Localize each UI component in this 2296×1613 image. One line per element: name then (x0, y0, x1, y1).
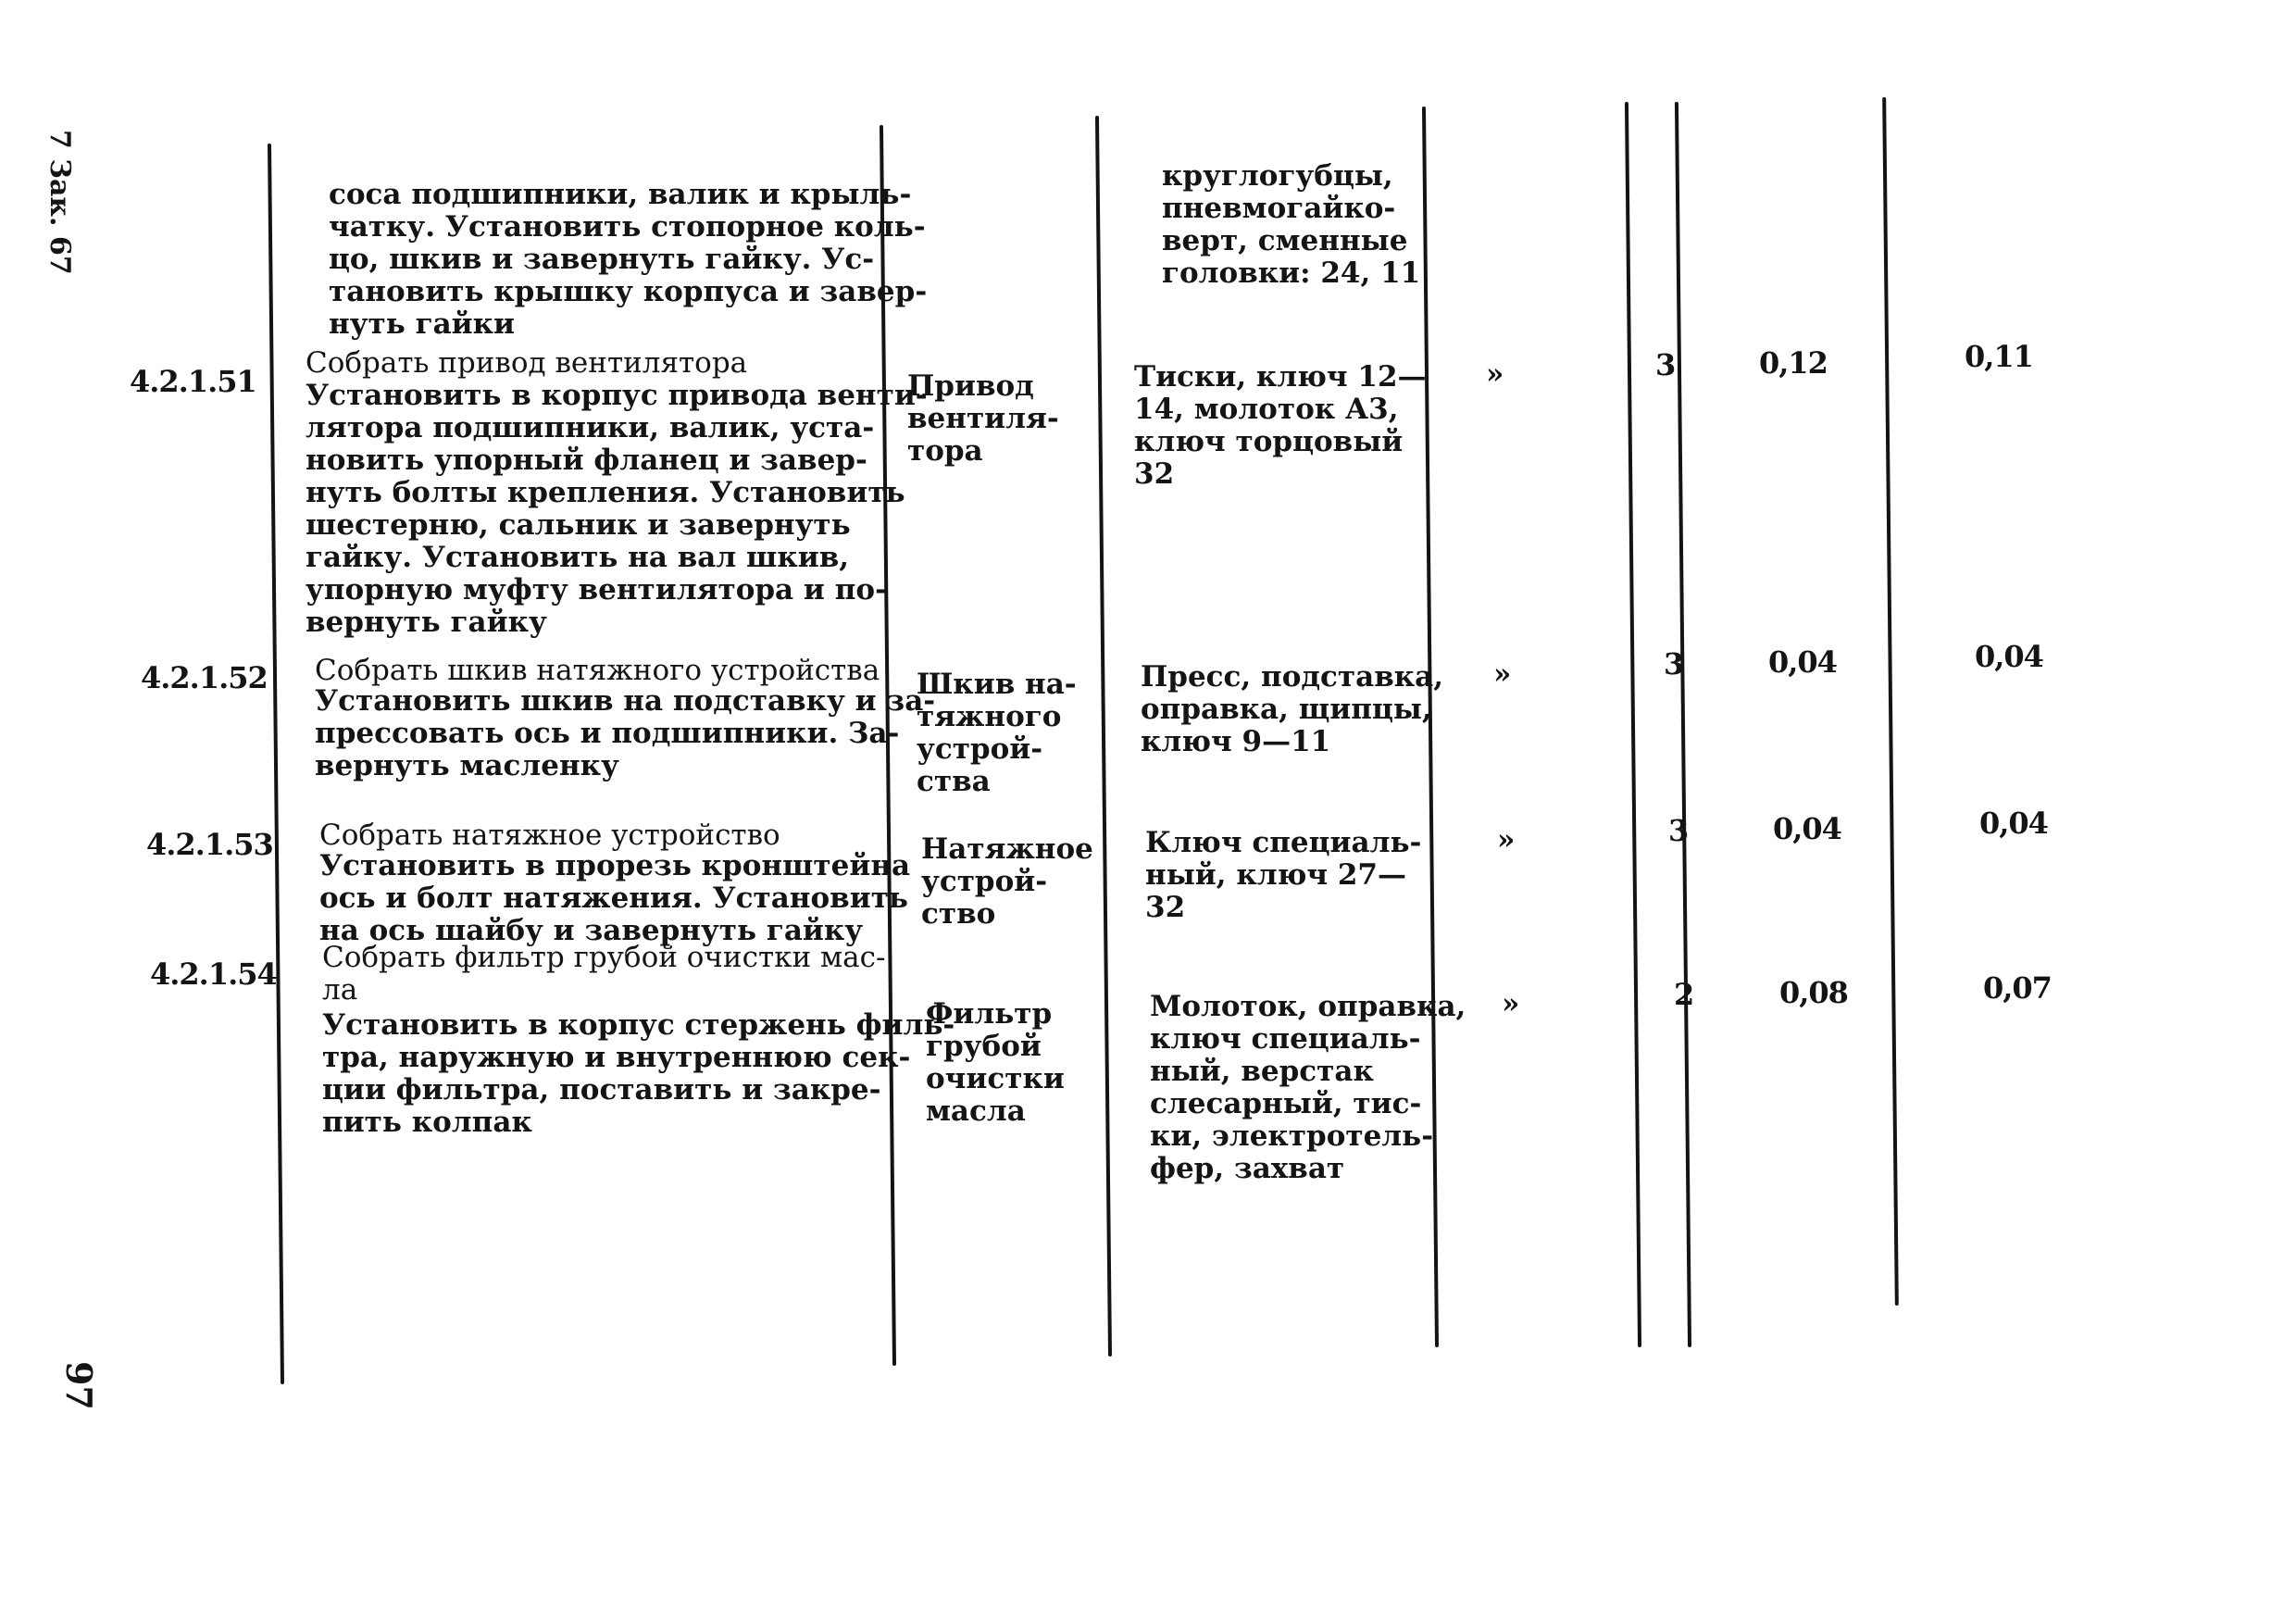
row-tools: Пресс, подставка, оправка, щипцы, ключ 9—11 (1141, 660, 1444, 758)
row-title: Собрать привод вентилятора (306, 346, 748, 380)
row-assembly-unit: Натяжное устрой- ство (921, 832, 1093, 931)
row-norm-1: 0,04 (1773, 811, 1841, 846)
row-ditto-mark: » (1497, 823, 1516, 857)
row-operation-text: Установить в корпус стержень филь- тра, наружную и внутреннюю сек- ции фильтра, поставить и закре- пить колпак (322, 1008, 955, 1139)
column-rule-6 (1674, 102, 1694, 1347)
column-rule-3 (1095, 116, 1112, 1357)
row-code: 4.2.1.52 (141, 660, 268, 695)
row-operation-text: Установить шкив на подставку и за- прессовать ось и подшипники. За- вернуть масленку (315, 684, 936, 782)
row-norm-1: 0,08 (1779, 975, 1848, 1010)
row-code: 4.2.1.53 (146, 827, 273, 862)
row-tools: Молоток, оправка, ключ специаль- ный, верстак слесарный, тис- ки, электротель- фер, захват (1150, 990, 1466, 1185)
column-rule-5 (1625, 102, 1641, 1347)
row-title: Собрать натяжное устройство (319, 819, 780, 852)
row-ditto-mark: » (1502, 987, 1520, 1020)
column-rule-1 (268, 144, 284, 1384)
page-number: 97 (58, 1361, 100, 1410)
row-tools: Тиски, ключ 12— 14, молоток А3, ключ торцовый 32 (1134, 360, 1427, 491)
row-grade: 3 (1668, 813, 1689, 848)
row-grade: 2 (1674, 977, 1694, 1012)
row-norm-2: 0,04 (1975, 639, 2043, 674)
row-operation-text: Установить в корпус привода венти- лятора подшипники, валик, уста- новить упорный фланец и завер- нуть болты крепления. Установить шестерню, сальник и завернуть гайку. Установить на вал шкив, упорную муфту вентилятора и по- вернуть гайку (306, 379, 928, 639)
row-code: 4.2.1.51 (130, 364, 256, 399)
row-grade: 3 (1664, 646, 1684, 681)
column-rule-7 (1882, 97, 1899, 1306)
row-operation-text: Установить в прорезь кронштейна ось и болт натяжения. Установить на ось шайбу и завернуть гайку (319, 849, 911, 947)
row-title: Собрать шкив натяжного устройства (315, 654, 880, 687)
row-assembly-unit: Шкив на- тяжного устрой- ства (917, 668, 1077, 798)
row-norm-2: 0,11 (1965, 339, 2033, 374)
row-tools: Ключ специаль- ный, ключ 27— 32 (1145, 826, 1422, 924)
row-ditto-mark: » (1493, 657, 1512, 691)
row-norm-2: 0,04 (1979, 806, 2048, 841)
row-assembly-unit: Фильтр грубой очистки масла (926, 997, 1065, 1128)
row-grade: 3 (1655, 347, 1676, 382)
row-norm-1: 0,12 (1759, 345, 1828, 381)
row-ditto-mark: » (1486, 357, 1504, 391)
row-assembly-unit: Привод вентиля- тора (907, 369, 1059, 468)
continuation-operation-text: соса подшипники, валик и крыль- чатку. Установить стопорное коль- цо, шкив и завернуть гайку. Ус- тановить крышку корпуса и завер- нуть гайки (329, 178, 928, 341)
margin-header: 7 Зак. 67 (44, 130, 76, 275)
continuation-tools: круглогубцы, пневмогайко- верт, сменные головки: 24, 11 (1162, 159, 1421, 290)
row-norm-2: 0,07 (1983, 970, 2052, 1006)
row-norm-1: 0,04 (1768, 644, 1837, 680)
row-title: Собрать фильтр грубой очистки мас- ла (322, 941, 886, 1007)
row-code: 4.2.1.54 (150, 957, 277, 992)
